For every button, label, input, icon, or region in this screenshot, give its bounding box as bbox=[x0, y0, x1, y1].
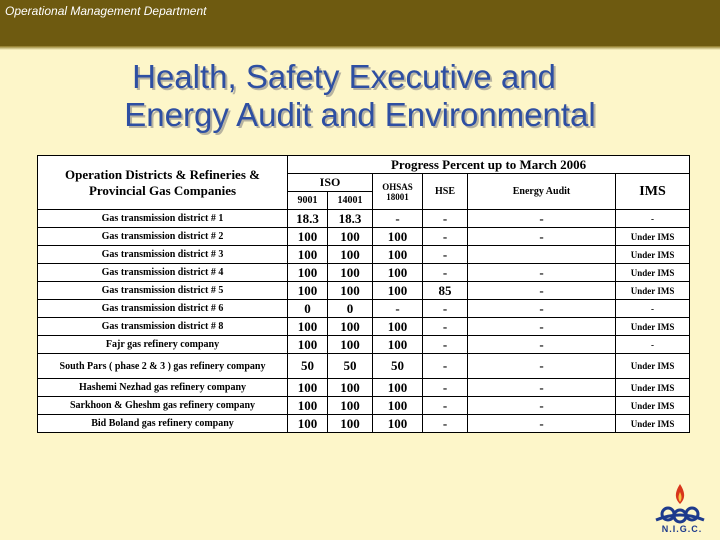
energy-audit-cell: - bbox=[468, 379, 616, 397]
table-row bbox=[38, 264, 690, 282]
energy-audit-cell: - bbox=[468, 397, 616, 415]
ims-cell: Under IMS bbox=[616, 282, 690, 300]
iso-9001-cell: 50 bbox=[288, 354, 328, 379]
table-row bbox=[38, 210, 690, 228]
hse-cell: 85 bbox=[423, 282, 468, 300]
ohsas-cell: 100 bbox=[373, 246, 423, 264]
company-name-cell: Gas transmission district # 4 bbox=[38, 264, 288, 282]
energy-audit-header: Energy Audit bbox=[468, 174, 616, 210]
iso-9001-cell: 100 bbox=[288, 397, 328, 415]
iso-header: ISO bbox=[288, 174, 373, 192]
iso-9001-cell: 100 bbox=[288, 336, 328, 354]
iso-9001-cell: 100 bbox=[288, 264, 328, 282]
iso-9001-cell: 100 bbox=[288, 415, 328, 433]
ohsas-cell: 100 bbox=[373, 318, 423, 336]
ims-cell: - bbox=[616, 336, 690, 354]
ims-cell: Under IMS bbox=[616, 228, 690, 246]
ohsas-cell: 100 bbox=[373, 228, 423, 246]
company-name-cell: Bid Boland gas refinery company bbox=[38, 415, 288, 433]
ims-cell: Under IMS bbox=[616, 415, 690, 433]
hse-cell: - bbox=[423, 336, 468, 354]
ohsas-cell: 100 bbox=[373, 379, 423, 397]
hse-cell: - bbox=[423, 318, 468, 336]
ohsas-cell: 100 bbox=[373, 264, 423, 282]
hse-cell: - bbox=[423, 228, 468, 246]
hse-cell: - bbox=[423, 354, 468, 379]
energy-audit-cell bbox=[468, 246, 616, 264]
ohsas-header: OHSAS 18001 bbox=[373, 174, 423, 210]
iso-14001-cell: 18.3 bbox=[328, 210, 373, 228]
progress-header: Progress Percent up to March 2006 bbox=[288, 156, 690, 174]
ims-cell: Under IMS bbox=[616, 264, 690, 282]
table-row bbox=[38, 300, 690, 318]
company-name-cell: Gas transmission district # 2 bbox=[38, 228, 288, 246]
table-row bbox=[38, 415, 690, 433]
table-row bbox=[38, 354, 690, 379]
hse-cell: - bbox=[423, 264, 468, 282]
energy-audit-cell: - bbox=[468, 300, 616, 318]
company-name-cell: South Pars ( phase 2 & 3 ) gas refinery company bbox=[38, 354, 288, 379]
ims-cell: Under IMS bbox=[616, 246, 690, 264]
ims-cell: - bbox=[616, 300, 690, 318]
company-name-cell: Gas transmission district # 3 bbox=[38, 246, 288, 264]
energy-audit-cell: - bbox=[468, 415, 616, 433]
title-line-2: Energy Audit and Environmental bbox=[124, 96, 596, 133]
iso-14001-cell: 0 bbox=[328, 300, 373, 318]
ohsas-cell: - bbox=[373, 210, 423, 228]
company-name-cell: Hashemi Nezhad gas refinery company bbox=[38, 379, 288, 397]
ohsas-cell: 100 bbox=[373, 415, 423, 433]
iso-9001-header: 9001 bbox=[288, 192, 328, 210]
iso-14001-cell: 100 bbox=[328, 246, 373, 264]
companies-column-header: Operation Districts & Refineries & Provincial Gas Companies bbox=[38, 156, 288, 210]
hse-cell: - bbox=[423, 415, 468, 433]
hse-cell: - bbox=[423, 379, 468, 397]
company-name-cell: Gas transmission district # 5 bbox=[38, 282, 288, 300]
iso-14001-cell: 100 bbox=[328, 415, 373, 433]
progress-table bbox=[37, 155, 690, 433]
hse-cell: - bbox=[423, 210, 468, 228]
ims-cell: Under IMS bbox=[616, 318, 690, 336]
iso-9001-cell: 0 bbox=[288, 300, 328, 318]
department-label: Operational Management Department bbox=[5, 4, 207, 18]
iso-14001-cell: 100 bbox=[328, 264, 373, 282]
table-row bbox=[38, 379, 690, 397]
energy-audit-cell: - bbox=[468, 228, 616, 246]
ims-cell: - bbox=[616, 210, 690, 228]
energy-audit-cell: - bbox=[468, 336, 616, 354]
iso-9001-cell: 18.3 bbox=[288, 210, 328, 228]
title-line-1: Health, Safety Executive and bbox=[132, 58, 556, 95]
company-name-cell: Fajr gas refinery company bbox=[38, 336, 288, 354]
iso-9001-cell: 100 bbox=[288, 318, 328, 336]
iso-14001-cell: 100 bbox=[328, 318, 373, 336]
ohsas-cell: 100 bbox=[373, 336, 423, 354]
company-name-cell: Gas transmission district # 1 bbox=[38, 210, 288, 228]
company-name-cell: Gas transmission district # 8 bbox=[38, 318, 288, 336]
ohsas-cell: - bbox=[373, 300, 423, 318]
iso-14001-cell: 100 bbox=[328, 282, 373, 300]
iso-9001-cell: 100 bbox=[288, 379, 328, 397]
energy-audit-cell: - bbox=[468, 282, 616, 300]
iso-9001-cell: 100 bbox=[288, 228, 328, 246]
iso-14001-cell: 100 bbox=[328, 228, 373, 246]
ims-cell: Under IMS bbox=[616, 354, 690, 379]
iso-14001-cell: 100 bbox=[328, 379, 373, 397]
top-banner bbox=[0, 0, 720, 46]
table-row bbox=[38, 397, 690, 415]
iso-9001-cell: 100 bbox=[288, 246, 328, 264]
ims-cell: Under IMS bbox=[616, 379, 690, 397]
iso-14001-cell: 100 bbox=[328, 397, 373, 415]
table-row bbox=[38, 336, 690, 354]
energy-audit-cell: - bbox=[468, 318, 616, 336]
company-name-cell: Gas transmission district # 6 bbox=[38, 300, 288, 318]
table-row bbox=[38, 246, 690, 264]
iso-14001-cell: 100 bbox=[328, 336, 373, 354]
table-row bbox=[38, 318, 690, 336]
iso-14001-cell: 50 bbox=[328, 354, 373, 379]
logo-text: N.I.G.C. bbox=[661, 524, 703, 534]
energy-audit-cell: - bbox=[468, 264, 616, 282]
ims-cell: Under IMS bbox=[616, 397, 690, 415]
ohsas-cell: 100 bbox=[373, 282, 423, 300]
hse-cell: - bbox=[423, 300, 468, 318]
iso-14001-header: 14001 bbox=[328, 192, 373, 210]
ohsas-cell: 100 bbox=[373, 397, 423, 415]
hse-cell: - bbox=[423, 397, 468, 415]
slide-title bbox=[0, 58, 720, 134]
table-row bbox=[38, 228, 690, 246]
company-name-cell: Sarkhoon & Gheshm gas refinery company bbox=[38, 397, 288, 415]
energy-audit-cell: - bbox=[468, 354, 616, 379]
hse-header: HSE bbox=[423, 174, 468, 210]
iso-9001-cell: 100 bbox=[288, 282, 328, 300]
energy-audit-cell: - bbox=[468, 210, 616, 228]
hse-cell: - bbox=[423, 246, 468, 264]
ohsas-cell: 50 bbox=[373, 354, 423, 379]
ims-header: IMS bbox=[616, 174, 690, 210]
table-row bbox=[38, 282, 690, 300]
